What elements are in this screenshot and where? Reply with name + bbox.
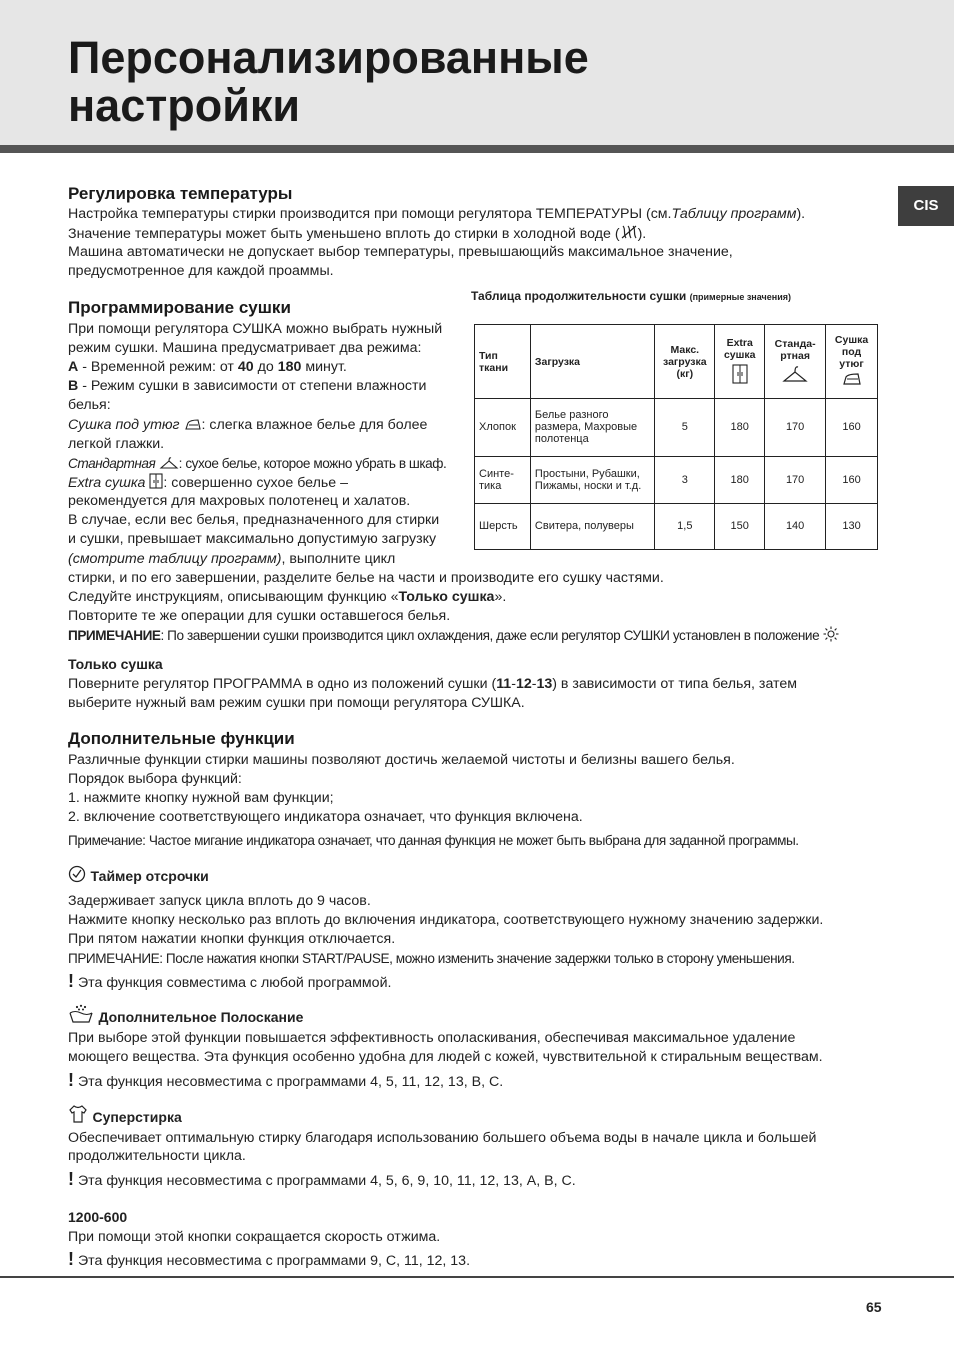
wardrobe-icon: [732, 375, 748, 387]
clock-icon: [68, 868, 86, 885]
hanger-icon: [782, 374, 808, 386]
weight-text-1: В случае, если вес белья, предназначенного для стирки: [68, 512, 440, 528]
cell-extra: 180: [715, 399, 765, 456]
rinse-compat: ! Эта функция несовместима с программами 4, 5, 11, 12, 13, B, C.: [68, 1070, 504, 1090]
cell-extra: 150: [715, 503, 765, 549]
table-caption: Таблица продолжительности сушки (примерные значения): [471, 289, 791, 303]
col-header-max-load: Макс. загрузка (кг): [655, 325, 715, 399]
standard-dry-line: Стандартная : сухое белье, которое можно убрать в шкаф.: [68, 456, 447, 471]
cell-type: Синте-тика: [475, 456, 531, 503]
spin-text-1: При помощи этой кнопки сокращается скорость отжима.: [68, 1229, 441, 1245]
cell-load: Свитера, полуверы: [530, 503, 654, 549]
cold-water-icon: [620, 226, 638, 242]
rinse-basin-icon: [68, 1009, 94, 1026]
weight-text-6: Повторите те же операции для сушки оставшегося белья.: [68, 608, 451, 624]
drying-text-2: режим сушки. Машина предусматривает два режима:: [68, 340, 422, 356]
page-title-line-2: настройки: [68, 80, 301, 131]
timer-text-1: Задерживает запуск цикла вплоть до 9 часов.: [68, 893, 371, 909]
col-header-standard: Станда-ртная: [765, 325, 826, 399]
cell-iron: 160: [826, 399, 878, 456]
timer-text-2: Нажмите кнопку несколько раз вплоть до включения индикатора, соответствующего нужному значению задержки.: [68, 912, 824, 928]
super-compat: ! Эта функция несовместима с программами 4, 5, 6, 9, 10, 11, 12, 13, A, B, C.: [68, 1169, 576, 1189]
drying-heading: Программирование сушки: [68, 298, 291, 317]
cell-standard: 170: [765, 456, 826, 503]
weight-text-4: стирки, и по его завершении, разделите белье на части и производите его сушку частями.: [68, 570, 664, 586]
drying-text-1: При помощи регулятора СУШКА можно выбрать нужный: [68, 321, 443, 337]
super-text-2: продолжительности цикла.: [68, 1148, 246, 1164]
only-dry-text-1: Поверните регулятор ПРОГРАММА в одно из положений сушки (11-12-13) в зависимости от типа белья, затем: [68, 676, 798, 692]
iron-icon: [184, 417, 202, 433]
cell-max: 1,5: [655, 503, 715, 549]
temperature-text-4: предусмотренное для каждой проаммы.: [68, 263, 334, 279]
super-text-1: Обеспечивает оптимальную стирку благодаря использованию большего объема воды в начале цикла и большей: [68, 1130, 817, 1146]
cell-max: 5: [655, 399, 715, 456]
temperature-text-2: Значение температуры может быть уменьшено вплоть до стирки в холодной воде ( ).: [68, 226, 647, 242]
warning-mark: !: [68, 1070, 74, 1090]
footer-divider: [0, 1276, 954, 1278]
col-header-extra: Extra сушка: [715, 325, 765, 399]
extra-functions-text-1: Различные функции стирки машины позволяют достичь желаемой чистоты и белизны вашего белья.: [68, 752, 735, 768]
drying-mode-b: B - Режим сушки в зависимости от степени влажности: [68, 378, 427, 394]
table-row: [475, 456, 878, 503]
spin-compat: ! Эта функция несовместима с программами 9, C, 11, 12, 13.: [68, 1249, 471, 1269]
extra-functions-heading: Дополнительные функции: [68, 729, 295, 748]
iron-icon: [842, 377, 862, 389]
delay-timer-heading-row: [68, 865, 209, 886]
table-row: [475, 503, 878, 549]
spin-heading: 1200-600: [68, 1209, 128, 1225]
cell-iron: 160: [826, 456, 878, 503]
weight-text-5: Следуйте инструкциям, описывающим функцию «Только сушка».: [68, 589, 507, 605]
page-number: 65: [866, 1299, 882, 1315]
drying-note: ПРИМЕЧАНИЕ: По завершении сушки производится цикл охлаждения, даже если регулятор СУШКИ установлен в положение: [68, 626, 839, 645]
extra-functions-step-2: 2. включение соответствующего индикатора означает, что функция включена.: [68, 809, 583, 825]
drying-duration-table: [474, 324, 878, 550]
col-header-iron: Сушка под утюг: [826, 325, 878, 399]
super-wash-heading: Суперстирка: [92, 1109, 182, 1125]
iron-dry-line-2: легкой глажки.: [68, 436, 165, 452]
rinse-text-1: При выборе этой функции повышается эффективность ополаскивания, обеспечивая максимальное удаление: [68, 1030, 796, 1046]
cell-type: Шерсть: [475, 503, 531, 549]
weight-text-2: и сушки, превышает максимально допустимую загрузку: [68, 531, 437, 547]
col-header-load: Загрузка: [530, 325, 654, 399]
extra-rinse-heading-row: [68, 1004, 303, 1027]
cell-type: Хлопок: [475, 399, 531, 456]
super-wash-heading-row: [68, 1104, 182, 1127]
col-header-type: Тип ткани: [475, 325, 531, 399]
hanger-icon: [159, 456, 179, 471]
extra-dry-line: Extra сушка : совершенно сухое белье –: [68, 475, 348, 491]
warning-mark: !: [68, 1249, 74, 1269]
cell-load: Простыни, Рубашки, Пижамы, носки и т.д.: [530, 456, 654, 503]
extra-dry-line-2: рекомендуется для махровых полотенец и халатов.: [68, 493, 411, 509]
extra-rinse-heading: Дополнительное Полоскание: [98, 1009, 304, 1025]
weight-text-3: (смотрите таблицу программ), выполните цикл: [68, 551, 396, 567]
only-dry-heading: Только сушка: [68, 656, 163, 672]
cooling-off-icon: [823, 628, 839, 643]
cell-standard: 140: [765, 503, 826, 549]
drying-mode-b-2: белья:: [68, 397, 111, 413]
page-title: [68, 34, 589, 130]
temperature-heading: Регулировка температуры: [68, 184, 293, 203]
cell-iron: 130: [826, 503, 878, 549]
only-dry-text-2: выберите нужный вам режим сушки при помощи регулятора СУШКА.: [68, 695, 525, 711]
wardrobe-icon: [149, 475, 163, 491]
table-header-row: [475, 325, 878, 399]
warning-mark: !: [68, 1169, 74, 1189]
cell-load: Белье разного размера, Махровые полотенца: [530, 399, 654, 456]
header-divider: [0, 145, 954, 153]
extra-functions-step-1: 1. нажмите кнопку нужной вам функции;: [68, 790, 334, 806]
timer-text-3: При пятом нажатии кнопки функция отключается.: [68, 931, 396, 947]
iron-dry-line: Сушка под утюг : слегка влажное белье для более: [68, 417, 428, 433]
extra-functions-text-2: Порядок выбора функций:: [68, 771, 242, 787]
cell-extra: 180: [715, 456, 765, 503]
cell-standard: 170: [765, 399, 826, 456]
table-row: [475, 399, 878, 456]
warning-mark: !: [68, 971, 74, 991]
extra-functions-note: Примечание: Частое мигание индикатора означает, что данная функция не может быть выбрана для заданной программы.: [68, 833, 799, 848]
rinse-text-2: моющего вещества. Эта функция особенно удобна для людей с кожей, чувствительной к стиральным веществам.: [68, 1049, 823, 1065]
timer-note: ПРИМЕЧАНИЕ: После нажатия кнопки START/PAUSE, можно изменить значение задержки только в сторону уменьшения.: [68, 951, 795, 966]
temperature-text-1: Настройка температуры стирки производится при помощи регулятора ТЕМПЕРАТУРЫ (см.Таблицу программ).: [68, 206, 806, 222]
cell-max: 3: [655, 456, 715, 503]
page-title-line-1: Персонализированные: [68, 32, 589, 83]
temperature-text-3: Машина автоматически не допускает выбор температуры, превышающийs максимальное значение,: [68, 244, 733, 260]
timer-compat: ! Эта функция совместима с любой программой.: [68, 971, 392, 991]
drying-mode-a: A - Временной режим: от 40 до 180 минут.: [68, 359, 347, 375]
delay-timer-heading: Таймер отсрочки: [90, 868, 209, 884]
language-tab: CIS: [898, 186, 954, 226]
shirt-icon: [68, 1109, 88, 1126]
